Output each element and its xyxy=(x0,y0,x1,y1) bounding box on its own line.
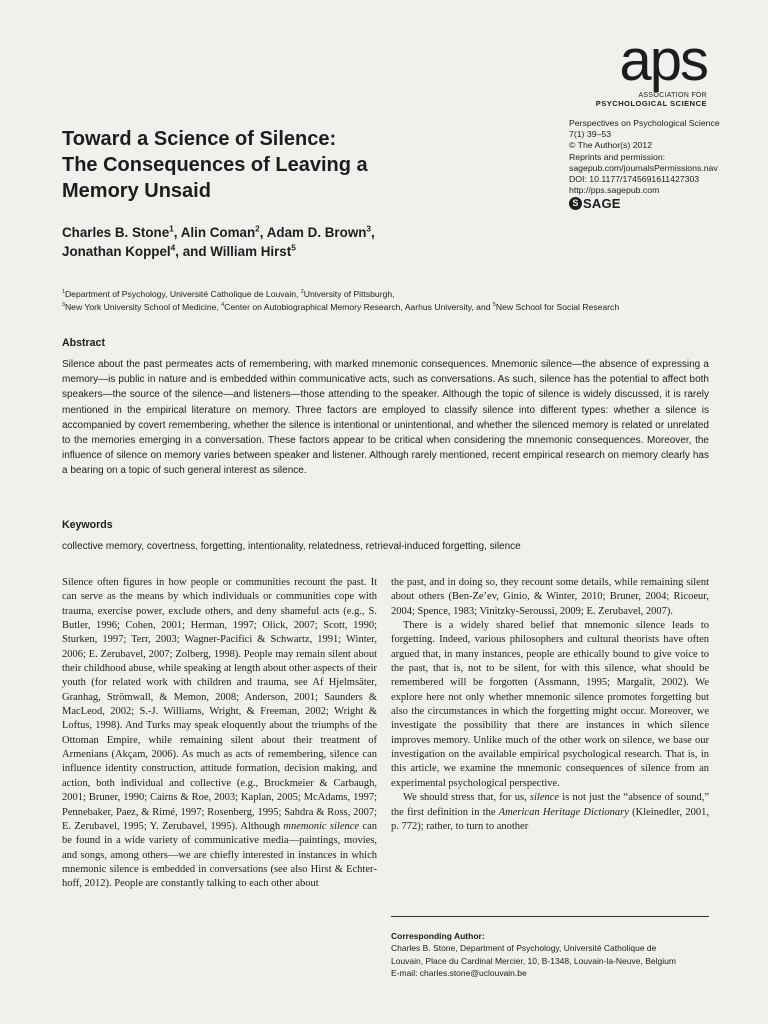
author-name: Adam D. Brown xyxy=(266,225,367,240)
body-paragraph: the past, and in doing so, they recount some details, while remaining silent about others (Ben-Ze’ev, Ginio, & Winter, 2010; Bruner, 2004; Ricoeur, 2004; Spence, 1983; Vinitzky-Seroussi, 2009; E. Zerubavel, 2007). xyxy=(391,577,709,617)
author-sep: , xyxy=(173,225,181,240)
author-sup: 3 xyxy=(366,223,372,234)
affil-sup: 1 xyxy=(62,289,65,296)
aps-tagline-1: ASSOCIATION FOR xyxy=(638,92,707,99)
article-title xyxy=(62,126,482,204)
affil-sup: 2 xyxy=(300,289,304,296)
body-text: We should stress that, for us, xyxy=(403,792,530,804)
affil-sup: 4 xyxy=(221,302,225,309)
title-line-1: Toward a Science of Silence: xyxy=(62,128,337,150)
abstract-heading: Abstract xyxy=(62,337,105,349)
author-sup: 5 xyxy=(291,242,296,253)
footnote-divider xyxy=(391,916,709,917)
author-sep: , xyxy=(259,225,267,240)
author-name: Charles B. Stone xyxy=(62,225,170,240)
keywords-heading: Keywords xyxy=(62,519,113,531)
sage-wordmark: SAGE xyxy=(583,196,621,212)
affiliation: Center on Autobiographical Memory Research, Aarhus University, and xyxy=(224,302,493,312)
doi-link[interactable]: DOI: 10.1177/1745691611427303 xyxy=(569,174,700,185)
journal-reprints: Reprints and permission: xyxy=(569,151,666,162)
body-text: Silence often figures in how people or communities recount the past. It can serve as the means by which individuals or communities cope with trauma, exercise power, exclude others, and deny shameful acts (e.g., S. Butler, 1996; Cohen, 2001; Herman, 1997; Olick, 2007; Scott, 1990; Sturken, 1997; Terr, 2003; Wagner-Pacifici & Schwartz, 1991; Winter, 2006; E. Zerubavel, 2007; Zolberg, 1998). People may remain silent about their childhood abuse, while speaking at length about other aspects of their youth (for related work with children and trauma, see Af Hjelmsäter, Granhag, Strömwall, & Memon, 2008; Anderson, 2001; Saunders & MacLeod, 2002; S.-J. Williams, Wright, & Freeman, 2002; Wright & Loftus, 1998). And Turks may speak eloquently about the triumphs of the Ottoman Empire, while remaining silent about their treatment of Armenians (Akçam, 2006). As much as acts of remembering, silence can influence identity construction, attitude formation, decision making, and action, both individual and collective (e.g., Brockmeier & Carbaugh, 2001; Bruner, 1990; Cairns & Roe, 2003; Kaplan, 2005; McAdams, 1997; Pennebaker, Paez, & Rimé, 1997; Rosenberg, 1995; Sahdra & Ross, 2007; E. Zerubavel, 1995; Y. Zerubavel, 1995). Although xyxy=(62,577,377,832)
author-name: William Hirst xyxy=(210,243,292,259)
title-line-2: The Consequences of Leaving a xyxy=(62,154,368,176)
affiliation: New School for Social Research xyxy=(495,302,620,312)
aps-wordmark-graphic xyxy=(567,32,707,92)
affiliations xyxy=(62,288,722,314)
affiliation: New York University School of Medicine, xyxy=(64,302,222,312)
journal-volume: 7(1) 39–53 xyxy=(569,129,612,140)
aps-logo xyxy=(567,32,707,109)
body-paragraph xyxy=(391,791,709,834)
author-sup: 2 xyxy=(255,223,260,234)
body-text: (Kleinedler, 2001, p. 772); rather, to turn to another xyxy=(391,806,710,832)
corresponding-line: Charles B. Stone, Department of Psychology, Université Catholique de xyxy=(391,943,657,954)
aps-wordmark: aps xyxy=(619,32,707,92)
title-line-3: Memory Unsaid xyxy=(62,180,211,202)
sage-logo xyxy=(569,197,759,210)
corresponding-email[interactable]: E-mail: charles.stone@uclouvain.be xyxy=(391,968,527,979)
aps-tagline-2: PSYCHOLOGICAL SCIENCE xyxy=(595,99,707,108)
journal-site-link[interactable]: http://pps.sagepub.com xyxy=(569,185,660,196)
body-text: can be found in a wide variety of communicative media—paintings, movies, and songs, among others—we are chiefly interested in instances in which mnemonic silence is embedded in conversations (see also Hirst & Echterhoff, 2012). People are constantly talking to each other about xyxy=(62,820,377,890)
affiliation: University of Pittsburgh, xyxy=(303,289,395,299)
affiliation: Department of Psychology, Université Catholique de Louvain, xyxy=(64,289,301,299)
corresponding-author xyxy=(391,930,709,980)
sage-s-icon: S xyxy=(569,197,582,210)
keywords-text: collective memory, covertness, forgetting, intentionality, relatedness, retrieval-induced forgetting, silence xyxy=(62,541,521,552)
author-sep: , and xyxy=(175,243,211,259)
permissions-link[interactable]: sagepub.com/journalsPermissions.nav xyxy=(569,162,718,173)
body-text-emphasis: American Heritage Dictionary xyxy=(498,806,629,818)
body-paragraph: There is a widely shared belief that mnemonic silence leads to forgetting. Indeed, various philosophers and cultural theorists have often argued that, in many instances, people are ethically bound to give voice to the past, that is, not to be silent, for with this silence, what should be remembered will be forgotten (Assmann, 1995; Margalit, 2002). We explore here not only whether mnemonic silence promotes forgetting but also the circumstances in which the forgetting might occur. Moreover, we investigate the possibility that there are instances in which silence improves memory. Unlike much of the other work on silence, we base our investigation on the available empirical psychological research. That is, in this article, we examine the mnemonic consequences of silence from an experimental psychological perspective. xyxy=(391,620,709,789)
journal-info xyxy=(569,118,759,210)
body-column-left xyxy=(62,576,377,892)
affil-sup: 5 xyxy=(492,302,496,309)
body-text-emphasis: silence xyxy=(529,792,560,804)
journal-copyright: © The Author(s) 2012 xyxy=(569,140,653,151)
body-paragraph xyxy=(62,576,377,892)
author-sup: 4 xyxy=(170,242,176,253)
body-text-emphasis: mnemonic silence xyxy=(283,820,360,832)
affil-sup: 3 xyxy=(62,302,65,309)
body-text: is not just the “absence of sound,” the first definition in the xyxy=(391,792,709,818)
journal-name: Perspectives on Psychological Science xyxy=(569,118,720,128)
author-sep: , xyxy=(371,225,375,240)
author-sup: 1 xyxy=(169,223,174,234)
body-column-right xyxy=(391,576,709,834)
author-name: Alin Coman xyxy=(180,225,256,240)
corresponding-line: Louvain, Place du Cardinal Mercier, 10, B-1348, Louvain-la-Neuve, Belgium xyxy=(391,955,676,966)
abstract-text: Silence about the past permeates acts of remembering, with marked mnemonic consequences. Mnemonic silence—the absence of expressing a memory—is public in nature and is embedded within communicative acts, such as conversations. As such, silence has the potential to affect both speakers—the source of the silence—and listeners—those attending to the speaker. Although the topic of silence is widely discussed, it is rarely mentioned in the empirical literature on memory. Three factors are employed to classify silence into different types: whether a silence is accompanied by covert remembering, whether the silence is intentional or unintentional, and whether the silenced memory is related or unrelated to the memories emerging in a conversation. These factors appear to be critical when considering the mnemonic consequences. Moreover, the influence of silence on memory varies between speaker and listener. Although rarely mentioned, recent empirical research on memory clearly has a bearing on a topic of such general interest as silence. xyxy=(62,359,709,477)
author-list xyxy=(62,224,532,261)
author-name: Jonathan Koppel xyxy=(62,243,171,259)
corresponding-heading: Corresponding Author: xyxy=(391,931,485,941)
